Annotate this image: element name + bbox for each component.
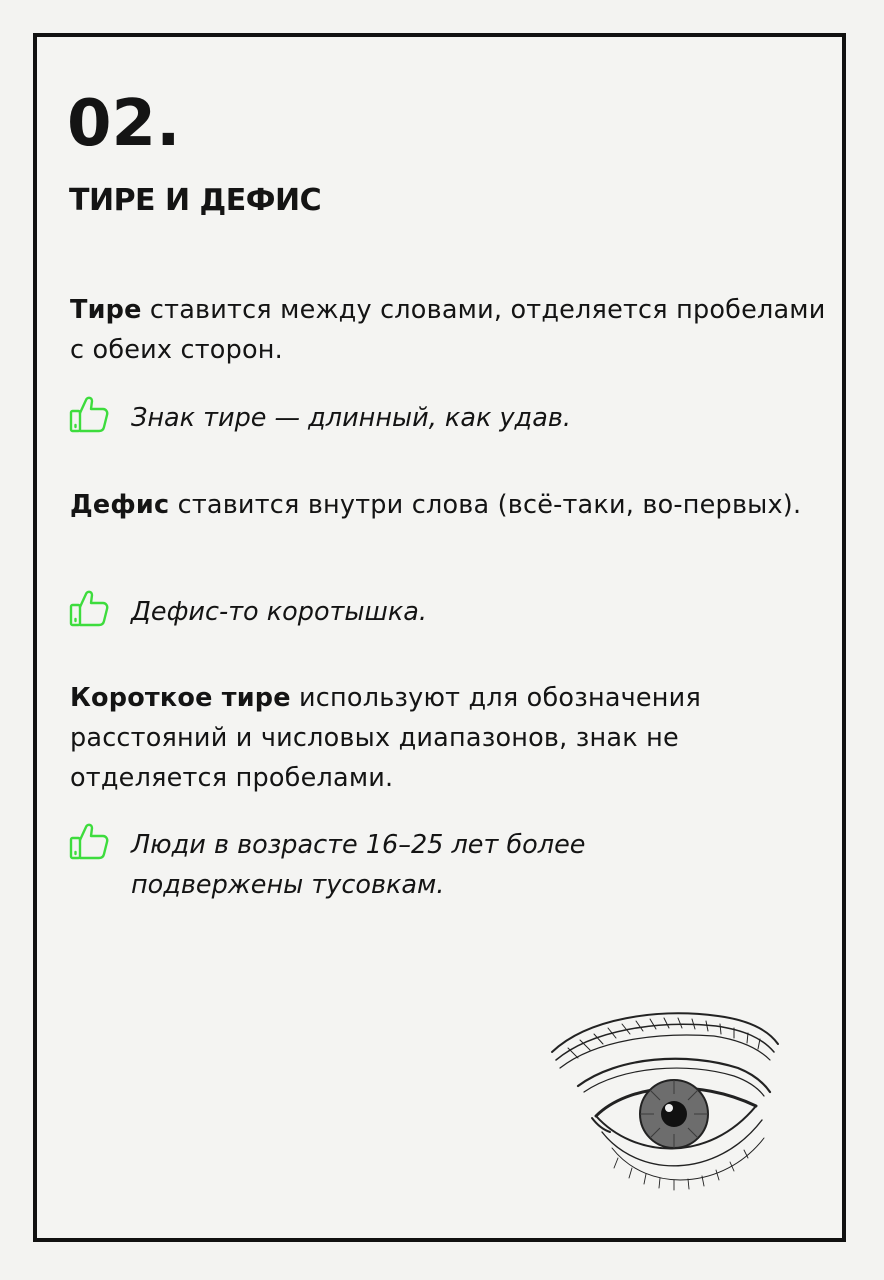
rule-en-dash xyxy=(70,678,820,798)
term-dash: Тире xyxy=(70,295,142,325)
example-hyphen xyxy=(68,592,828,632)
thumbs-up-icon xyxy=(68,586,112,630)
thumbs-up-icon xyxy=(68,819,112,863)
rule-dash-text: ставится между словами, отделяется пробелами с обеих сторон. xyxy=(70,295,826,365)
thumbs-up-icon xyxy=(68,392,112,436)
example-dash-text: Знак тире — длинный, как удав. xyxy=(131,403,571,433)
example-dash xyxy=(68,398,828,438)
rule-hyphen xyxy=(70,485,830,525)
example-en-dash xyxy=(68,825,828,905)
eye-engraving-icon xyxy=(548,1008,780,1208)
term-hyphen: Дефис xyxy=(70,490,170,520)
term-en-dash: Короткое тире xyxy=(70,683,291,713)
rule-hyphen-text: ставится внутри слова (всё-таки, во-первых). xyxy=(169,490,802,520)
example-en-dash-text: Люди в возрасте 16–25 лет более подвержены тусовкам. xyxy=(131,830,586,900)
example-hyphen-text: Дефис-то коротышка. xyxy=(131,597,428,627)
rule-dash xyxy=(70,290,830,370)
section-number: 02. xyxy=(67,87,181,161)
section-title: ТИРЕ И ДЕФИС xyxy=(69,183,322,218)
rule-en-dash-text: используют для обозначения расстояний и числовых диапазонов, знак не отделяется пробелами. xyxy=(70,683,701,793)
